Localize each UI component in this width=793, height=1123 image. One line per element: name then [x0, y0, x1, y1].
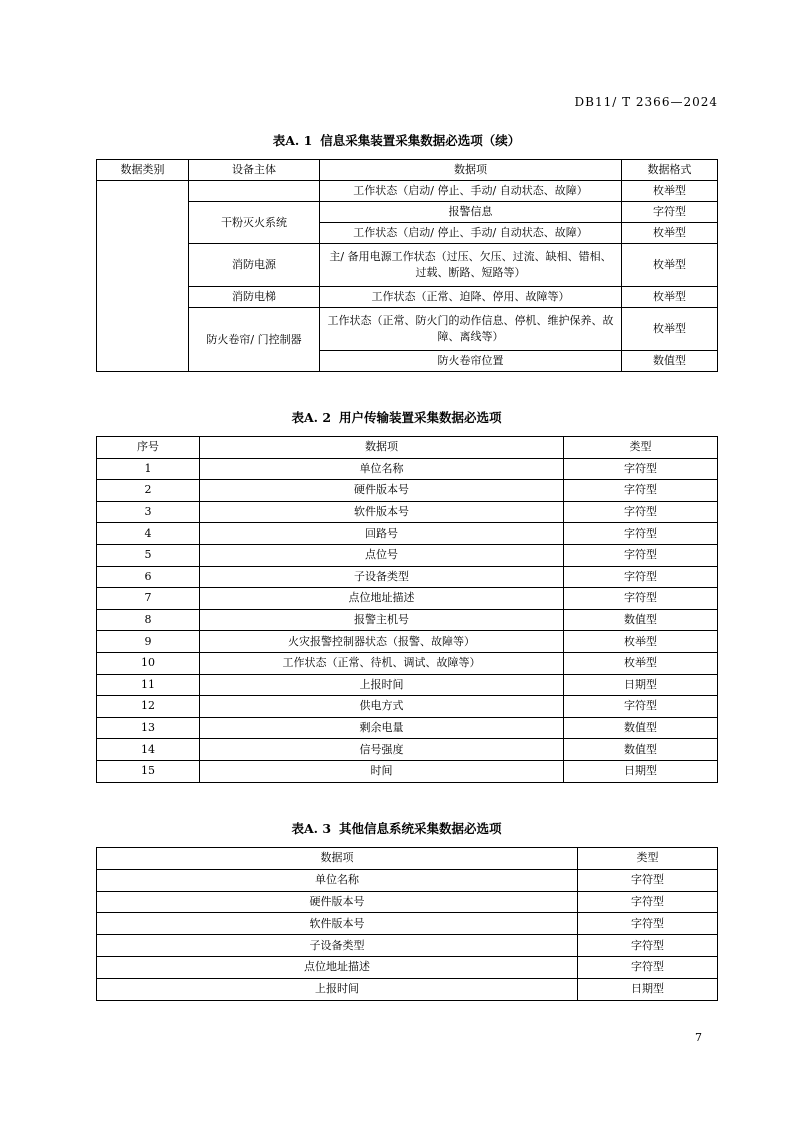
table-row: [97, 760, 718, 782]
data-item-cell: 信号强度: [200, 739, 564, 761]
data-type-cell: 数值型: [564, 717, 718, 739]
device-cell: 干粉灭火系统: [189, 202, 320, 244]
table-row: [97, 566, 718, 588]
table-row: [97, 458, 718, 480]
data-item-cell: 单位名称: [200, 458, 564, 480]
data-type-cell: 字符型: [564, 458, 718, 480]
row-number-cell: 3: [97, 501, 200, 523]
page-number: 7: [695, 1031, 702, 1044]
table-a1-caption: [0, 131, 793, 149]
data-format-cell: 字符型: [622, 202, 718, 223]
data-type-cell: 枚举型: [564, 631, 718, 653]
data-type-cell: 字符型: [578, 956, 718, 978]
data-format-cell: 枚举型: [622, 308, 718, 351]
table-header-row: [97, 437, 718, 459]
table-row: [97, 244, 718, 287]
table-row: [97, 891, 718, 913]
data-item-cell: 上报时间: [97, 978, 578, 1000]
table-a2: [96, 436, 718, 783]
data-item-cell: 工作状态（启动/ 停止、手动/ 自动状态、故障）: [320, 181, 622, 202]
data-type-cell: 字符型: [564, 501, 718, 523]
table-row: [97, 739, 718, 761]
table-a3-body: [97, 869, 718, 1000]
data-type-cell: 日期型: [564, 674, 718, 696]
table-row: [97, 956, 718, 978]
header-cell: 数据项: [97, 848, 578, 870]
table-row: [97, 501, 718, 523]
data-category-cell: [97, 181, 189, 372]
data-type-cell: 字符型: [564, 566, 718, 588]
data-type-cell: 字符型: [564, 588, 718, 610]
header-cell: 类型: [564, 437, 718, 459]
table-row: [97, 869, 718, 891]
data-item-cell: 工作状态（启动/ 停止、手动/ 自动状态、故障）: [320, 223, 622, 244]
table-a3-caption: [0, 819, 793, 837]
header-cell: 数据类别: [97, 160, 189, 181]
table-row: [97, 674, 718, 696]
data-format-cell: 数值型: [622, 351, 718, 372]
table-a1-caption-title: 信息采集装置采集数据必选项（续）: [320, 133, 521, 148]
data-item-cell: 软件版本号: [97, 913, 578, 935]
header-cell: 设备主体: [189, 160, 320, 181]
table-row: [97, 631, 718, 653]
row-number-cell: 9: [97, 631, 200, 653]
row-number-cell: 7: [97, 588, 200, 610]
data-format-cell: 枚举型: [622, 223, 718, 244]
header-cell: 序号: [97, 437, 200, 459]
table-header-row: [97, 160, 718, 181]
table-row: [97, 717, 718, 739]
data-item-cell: 工作状态（正常、防火门的动作信息、停机、维护保养、故障、离线等）: [320, 308, 622, 351]
data-item-cell: 主/ 备用电源工作状态（过压、欠压、过流、缺相、错相、过载、断路、短路等）: [320, 244, 622, 287]
header-cell: 数据项: [200, 437, 564, 459]
row-number-cell: 1: [97, 458, 200, 480]
data-item-cell: 点位地址描述: [200, 588, 564, 610]
row-number-cell: 14: [97, 739, 200, 761]
table-row: [97, 181, 718, 202]
table-row: [97, 913, 718, 935]
table-a3-caption-id: 表A. 3: [291, 821, 332, 836]
table-row: [97, 652, 718, 674]
data-format-cell: 枚举型: [622, 287, 718, 308]
header-cell: 类型: [578, 848, 718, 870]
data-item-cell: 防火卷帘位置: [320, 351, 622, 372]
table-row: [97, 609, 718, 631]
row-number-cell: 5: [97, 544, 200, 566]
table-a2-caption: [0, 408, 793, 426]
row-number-cell: 13: [97, 717, 200, 739]
table-a2-body: [97, 458, 718, 782]
row-number-cell: 12: [97, 696, 200, 718]
row-number-cell: 6: [97, 566, 200, 588]
data-type-cell: 字符型: [578, 935, 718, 957]
data-type-cell: 字符型: [564, 544, 718, 566]
table-row: [97, 480, 718, 502]
table-a3: [96, 847, 718, 1001]
data-item-cell: 硬件版本号: [97, 891, 578, 913]
data-item-cell: 点位号: [200, 544, 564, 566]
data-type-cell: 数值型: [564, 739, 718, 761]
header-cell: 数据格式: [622, 160, 718, 181]
row-number-cell: 11: [97, 674, 200, 696]
table-row: [97, 308, 718, 351]
data-type-cell: 字符型: [578, 891, 718, 913]
device-cell: 防火卷帘/ 门控制器: [189, 308, 320, 372]
data-item-cell: 报警主机号: [200, 609, 564, 631]
data-type-cell: 字符型: [564, 480, 718, 502]
row-number-cell: 15: [97, 760, 200, 782]
data-type-cell: 日期型: [578, 978, 718, 1000]
data-type-cell: 字符型: [578, 869, 718, 891]
header-cell: 数据项: [320, 160, 622, 181]
data-item-cell: 单位名称: [97, 869, 578, 891]
row-number-cell: 2: [97, 480, 200, 502]
data-item-cell: 供电方式: [200, 696, 564, 718]
data-item-cell: 时间: [200, 760, 564, 782]
data-format-cell: 枚举型: [622, 244, 718, 287]
data-type-cell: 枚举型: [564, 652, 718, 674]
table-row: [97, 696, 718, 718]
table-row: [97, 523, 718, 545]
table-a1: [96, 159, 718, 372]
row-number-cell: 8: [97, 609, 200, 631]
data-item-cell: 硬件版本号: [200, 480, 564, 502]
data-format-cell: 枚举型: [622, 181, 718, 202]
data-type-cell: 字符型: [564, 523, 718, 545]
data-item-cell: 工作状态（正常、迫降、停用、故障等）: [320, 287, 622, 308]
table-row: [97, 935, 718, 957]
standard-number: DB11/ T 2366—2024: [574, 95, 718, 109]
data-type-cell: 日期型: [564, 760, 718, 782]
data-item-cell: 点位地址描述: [97, 956, 578, 978]
data-item-cell: 软件版本号: [200, 501, 564, 523]
data-type-cell: 字符型: [564, 696, 718, 718]
data-item-cell: 报警信息: [320, 202, 622, 223]
table-row: [97, 202, 718, 223]
table-a2-caption-id: 表A. 2: [291, 410, 332, 425]
row-number-cell: 4: [97, 523, 200, 545]
data-type-cell: 字符型: [578, 913, 718, 935]
table-row: [97, 287, 718, 308]
table-a2-caption-title: 用户传输装置采集数据必选项: [339, 410, 502, 425]
device-cell: [189, 181, 320, 202]
data-item-cell: 子设备类型: [200, 566, 564, 588]
table-row: [97, 588, 718, 610]
data-item-cell: 上报时间: [200, 674, 564, 696]
table-row: [97, 978, 718, 1000]
data-item-cell: 火灾报警控制器状态（报警、故障等）: [200, 631, 564, 653]
data-item-cell: 子设备类型: [97, 935, 578, 957]
row-number-cell: 10: [97, 652, 200, 674]
data-item-cell: 回路号: [200, 523, 564, 545]
device-cell: 消防电源: [189, 244, 320, 287]
data-item-cell: 剩余电量: [200, 717, 564, 739]
table-header-row: [97, 848, 718, 870]
data-type-cell: 数值型: [564, 609, 718, 631]
device-cell: 消防电梯: [189, 287, 320, 308]
table-a1-caption-id: 表A. 1: [272, 133, 313, 148]
data-item-cell: 工作状态（正常、待机、调试、故障等）: [200, 652, 564, 674]
table-row: [97, 544, 718, 566]
table-a3-caption-title: 其他信息系统采集数据必选项: [339, 821, 502, 836]
